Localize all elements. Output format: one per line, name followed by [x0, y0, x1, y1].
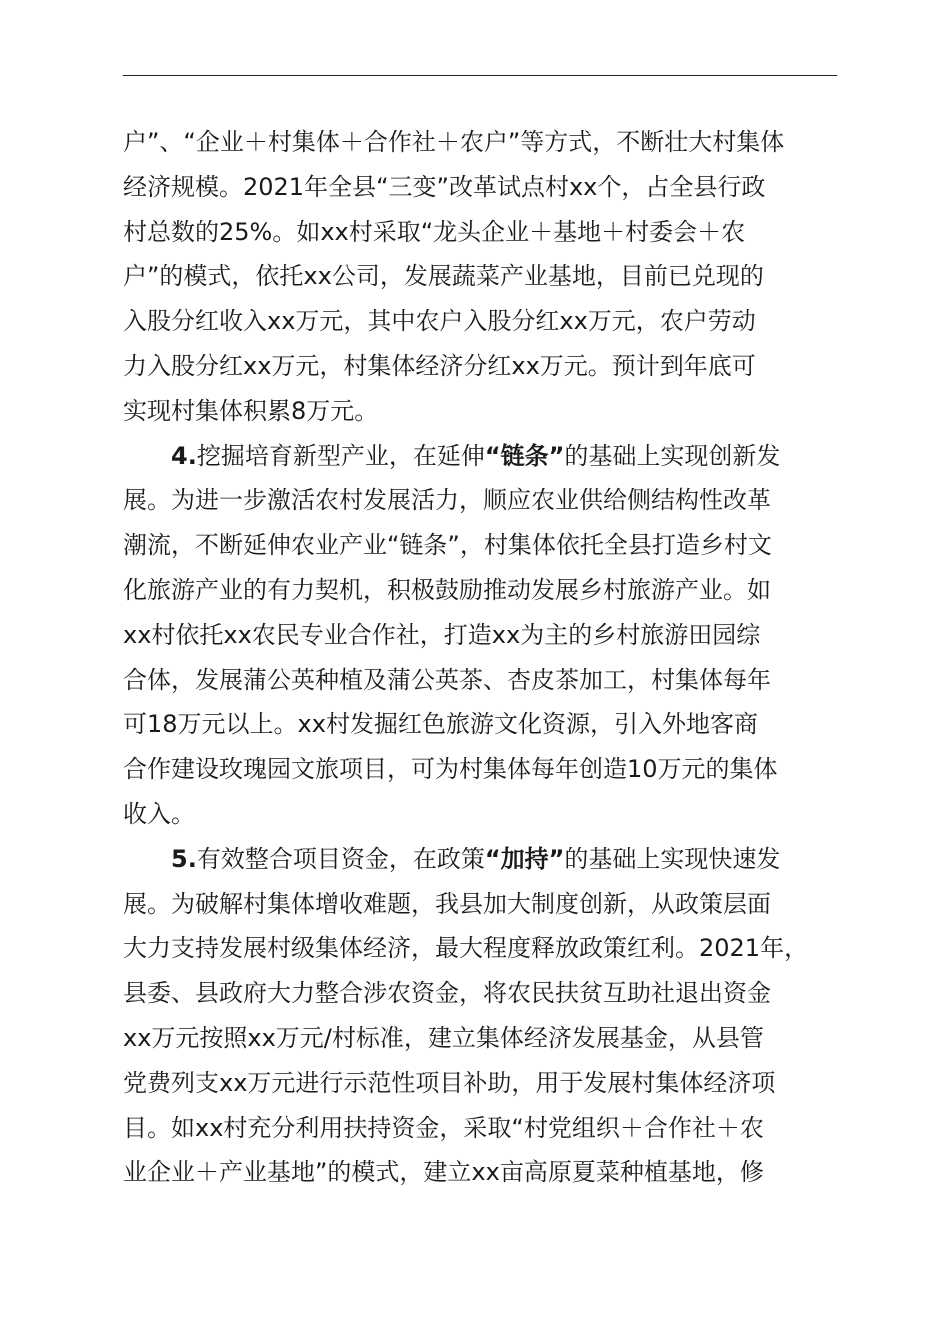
text-line: 实现村集体积累8万元。: [123, 396, 379, 425]
section-5-heading-post: 的基础上实现快速发: [564, 844, 781, 873]
text-line: 党费列支xx万元进行示范性项目补助，用于发展村集体经济项: [123, 1068, 776, 1097]
section-4-heading-post: 的基础上实现创新发: [564, 441, 781, 470]
text-line: 展。为进一步激活农村发展活力，顺应农业供给侧结构性改革: [123, 486, 771, 515]
text-line: 户”的模式，依托xx公司，发展蔬菜产业基地，目前已兑现的: [123, 262, 764, 291]
text-line: 户”、“企业＋村集体＋合作社＋农户”等方式，不断壮大村集体: [123, 128, 785, 156]
text-line: 目。如xx村充分利用扶持资金，采取“村党组织＋合作社＋农: [123, 1113, 764, 1142]
text-line: 村总数的25%。如xx村采取“龙头企业＋基地＋村委会＋农: [123, 217, 746, 246]
section-5-heading-pre: 有效整合项目资金，在政策: [196, 844, 485, 873]
document-body: [123, 120, 883, 1195]
text-line: 经济规模。2021年全县“三变”改革试点村xx个，占全县行政: [123, 172, 766, 201]
text-line: xx万元按照xx万元/村标准，建立集体经济发展基金，从县管: [123, 1023, 764, 1052]
text-line: 合体，发展蒲公英种植及蒲公英茶、杏皮茶加工，村集体每年: [123, 665, 771, 694]
text-line: 合作建设玫瑰园文旅项目，可为村集体每年创造10万元的集体: [123, 755, 778, 784]
section-5-heading-line: [123, 837, 883, 882]
section-4-heading-key: “链条”: [484, 441, 565, 470]
text-line: xx村依托xx农民专业合作社，打造xx为主的乡村旅游田园综: [123, 620, 761, 649]
text-line: 大力支持发展村级集体经济，最大程度释放政策红利。2021年，: [123, 934, 809, 963]
section-4-heading-pre: 挖掘培育新型产业，在延伸: [196, 441, 485, 470]
text-line: 可18万元以上。xx村发掘红色旅游文化资源，引入外地客商: [123, 710, 758, 739]
text-line: 县委、县政府大力整合涉农资金，将农民扶贫互助社退出资金: [123, 979, 771, 1008]
text-line: 潮流，不断延伸农业产业“链条”，村集体依托全县打造乡村文: [123, 531, 772, 560]
text-line: 入股分红收入xx万元，其中农户入股分红xx万元，农户劳动: [123, 307, 756, 336]
text-line: 业企业＋产业基地”的模式，建立xx亩高原夏菜种植基地，修: [123, 1158, 764, 1187]
section-4-heading-line: [123, 434, 883, 479]
header-rule: [123, 75, 837, 76]
text-line: 收入。: [123, 799, 195, 828]
text-line: 化旅游产业的有力契机，积极鼓励推动发展乡村旅游产业。如: [123, 575, 771, 604]
section-5-number: 5.: [171, 844, 197, 873]
section-4-number: 4.: [171, 441, 197, 470]
section-5-heading-key: “加持”: [484, 844, 565, 873]
text-line: 展。为破解村集体增收难题，我县加大制度创新，从政策层面: [123, 889, 771, 918]
text-line: 力入股分红xx万元，村集体经济分红xx万元。预计到年底可: [123, 351, 756, 380]
